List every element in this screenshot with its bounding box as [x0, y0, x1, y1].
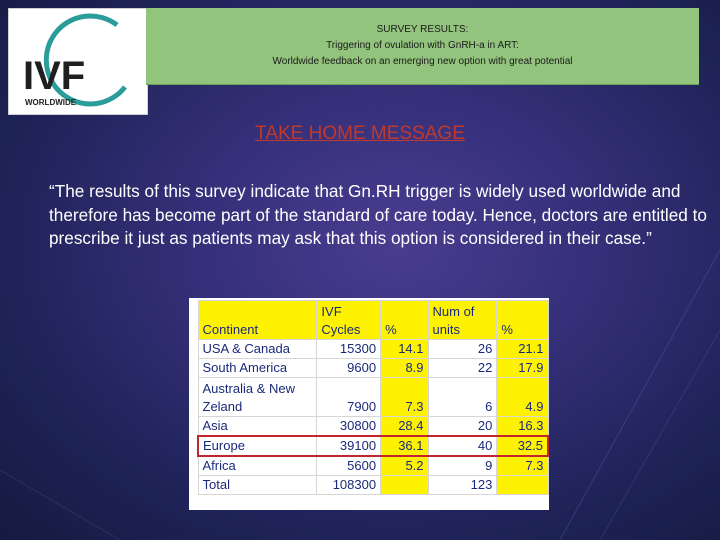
cell-pct1: 14.1 [381, 340, 428, 359]
cell-pct2: 4.9 [497, 378, 548, 417]
cell-cycles: 39100 [317, 436, 381, 456]
cell-units: 6 [428, 378, 497, 417]
header-units-l1: Num of [432, 304, 475, 319]
take-home-heading: TAKE HOME MESSAGE [255, 123, 465, 144]
cell-units: 26 [428, 340, 497, 359]
cell-continent: Africa [198, 456, 317, 476]
survey-banner [146, 8, 699, 85]
logo-sub-text: WORLDWIDE [25, 98, 77, 107]
cell-continent-l2: Zeland [202, 399, 243, 414]
banner-line-3: Worldwide feedback on an emerging new option with great potential [272, 56, 573, 67]
cell-cycles: 15300 [317, 340, 381, 359]
table-row [198, 378, 548, 417]
cell-pct1: 7.3 [381, 378, 428, 417]
cell-units: 22 [428, 359, 497, 378]
cell-cycles: 5600 [317, 456, 381, 476]
results-table [197, 300, 549, 495]
cell-continent: South America [198, 359, 317, 378]
cell-cycles: 108300 [317, 476, 381, 495]
logo-graphic [9, 9, 147, 114]
cell-cycles: 30800 [317, 417, 381, 437]
cell-continent: Europe [198, 436, 317, 456]
cell-continent: Total [198, 476, 317, 495]
header-units [428, 301, 497, 340]
cell-pct2: 21.1 [497, 340, 548, 359]
header-pct2: % [497, 301, 548, 340]
cell-cycles: 9600 [317, 359, 381, 378]
header-cycles [317, 301, 381, 340]
cell-continent-l1: Australia & New [202, 381, 295, 396]
cell-continent: USA & Canada [198, 340, 317, 359]
cell-pct1: 28.4 [381, 417, 428, 437]
table-row-total [198, 476, 548, 495]
cell-units: 123 [428, 476, 497, 495]
table-row [198, 340, 548, 359]
table-row-highlighted [198, 436, 548, 456]
header-units-l2: units [432, 322, 460, 337]
cell-cycles: 7900 [317, 378, 381, 417]
table-row [198, 456, 548, 476]
header-pct1: % [381, 301, 428, 340]
cell-pct1: 36.1 [381, 436, 428, 456]
banner-line-2: Triggering of ovulation with GnRH-a in ART: [326, 40, 519, 51]
cell-continent: Asia [198, 417, 317, 437]
cell-units: 9 [428, 456, 497, 476]
cell-units: 20 [428, 417, 497, 437]
quote-text: “The results of this survey indicate that Gn.RH trigger is widely used worldwide and therefore has become part of the standard of care today. Hence, doctors are entitled to prescribe it just as patients may ask that this option is considered in their case.” [49, 181, 707, 248]
table-header-row [198, 301, 548, 340]
cell-pct2: 17.9 [497, 359, 548, 378]
cell-pct1: 5.2 [381, 456, 428, 476]
logo-brand-text: IVF [23, 54, 86, 98]
cell-units: 40 [428, 436, 497, 456]
cell-pct1 [381, 476, 428, 495]
table-row [198, 417, 548, 437]
cell-pct2: 32.5 [497, 436, 548, 456]
table-row [198, 359, 548, 378]
header-cycles-l2: Cycles [321, 322, 361, 337]
header-continent: Continent [198, 301, 317, 340]
cell-pct2 [497, 476, 548, 495]
cell-pct2: 16.3 [497, 417, 548, 437]
banner-line-1: SURVEY RESULTS: [376, 24, 469, 35]
ivf-worldwide-logo [8, 8, 148, 115]
cell-pct1: 8.9 [381, 359, 428, 378]
header-cycles-l1: IVF [321, 304, 342, 319]
cell-continent [198, 378, 317, 417]
cell-pct2: 7.3 [497, 456, 548, 476]
results-table-image [189, 298, 549, 510]
